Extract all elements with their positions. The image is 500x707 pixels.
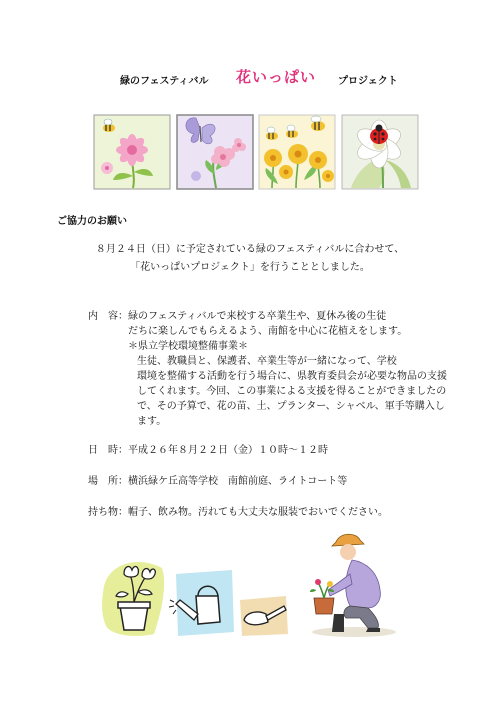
gardener-icon	[294, 528, 406, 640]
content-line-1: 緑のフェスティバルで来校する卒業生や、夏休み後の生徒	[128, 311, 387, 322]
request-heading: ご協力のお願い	[57, 216, 127, 227]
butterfly-flower-icon	[176, 114, 254, 190]
ladybug-flower-icon	[341, 114, 419, 190]
content-line-2: だちに楽しんでもらえるよう、南館を中心に花植えをします。	[128, 326, 408, 337]
content-sub-line-3: してくれます。今回、この事業による支援を得ることができましたの	[137, 386, 447, 397]
potted-plant-icon	[100, 556, 170, 638]
trowel-icon	[236, 594, 290, 638]
datetime-value: 平成２６年８月２２日（金）１０時〜１２時	[128, 445, 328, 456]
place-label: 場 所：	[88, 476, 128, 487]
watering-can-icon	[168, 566, 238, 638]
datetime-label: 日 時：	[88, 445, 128, 456]
title-right: プロジェクト	[338, 76, 398, 87]
content-sub-line-4: で、その予算で、花の苗、土、プランター、シャベル、軍手等購入し	[137, 401, 445, 412]
title-row	[0, 66, 500, 92]
content-sub-line-2: 環境を整備する活動を行う場合に、県教育委員会が必要な物品の支援	[137, 371, 447, 382]
content-label: 内 容：	[88, 311, 128, 322]
place-value: 横浜緑ケ丘高等学校 南館前庭、ライトコート等	[128, 476, 348, 487]
items-value: 帽子、飲み物。汚れても大丈夫な服装でおいでください。	[128, 507, 388, 518]
title-highlight: 花いっぱい	[236, 68, 317, 86]
content-sub-heading: ＊県立学校環境整備事業＊	[128, 341, 248, 352]
bee-flower-icon	[93, 114, 171, 190]
content-sub-line-1: 生徒、教職員と、保護者、卒業生等が一緒になって、学校	[137, 356, 397, 367]
bees-daisies-icon	[258, 114, 336, 190]
intro-line-1: ８月２４日（日）に予定されている緑のフェスティバルに合わせて、	[95, 244, 405, 255]
title-left: 緑のフェスティバル	[120, 76, 209, 87]
items-label: 持ち物：	[88, 507, 128, 518]
intro-line-2: 「花いっぱいプロジェクト」を行うこととしました。	[130, 262, 370, 273]
content-sub-line-5: ます。	[137, 416, 167, 427]
